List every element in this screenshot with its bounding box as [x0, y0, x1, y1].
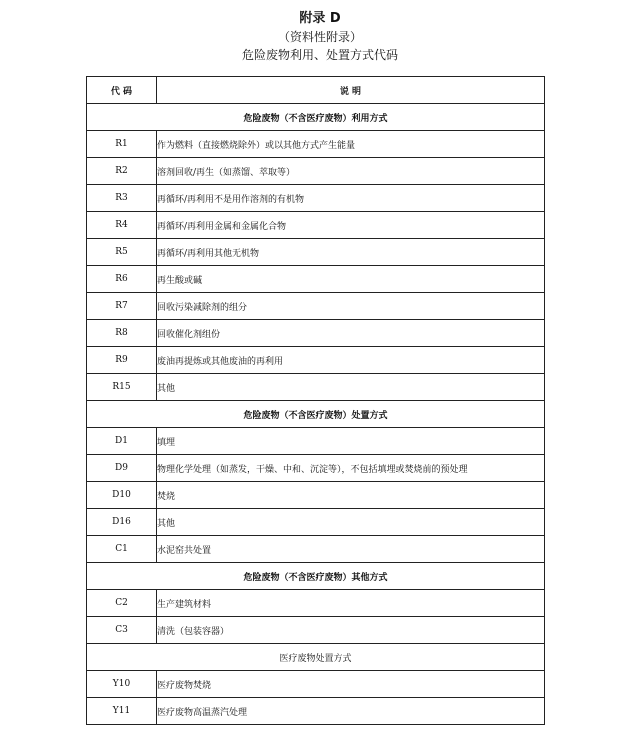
section-row: [87, 563, 545, 590]
table-row: [87, 212, 545, 239]
appendix-caption: 危险废物利用、处置方式代码: [241, 48, 398, 62]
appendix-subtitle: （资料性附录）: [277, 30, 362, 44]
table-row: [87, 509, 545, 536]
table-row: [87, 428, 545, 455]
table-row: [87, 293, 545, 320]
table-row: [87, 185, 545, 212]
description-cell: 焚烧: [157, 482, 545, 509]
appendix-title: 附录 D: [299, 11, 341, 26]
code-cell: C2: [87, 590, 157, 617]
section-row: [87, 401, 545, 428]
code-cell: R7: [87, 293, 157, 320]
table-row: [87, 320, 545, 347]
code-cell: R3: [87, 185, 157, 212]
description-cell: 作为燃料（直接燃烧除外）或以其他方式产生能量: [157, 131, 545, 158]
code-cell: R2: [87, 158, 157, 185]
description-cell: 其他: [157, 374, 545, 401]
code-cell: D9: [87, 455, 157, 482]
code-cell: Y10: [87, 671, 157, 698]
table-header-row: [87, 77, 545, 104]
code-cell: R5: [87, 239, 157, 266]
table-row: [87, 698, 545, 725]
description-cell: 再循环/再利用其他无机物: [157, 239, 545, 266]
section-title: 危险废物（不含医疗废物）处置方式: [87, 401, 545, 428]
section-row: [87, 644, 545, 671]
description-cell: 填埋: [157, 428, 545, 455]
table-row: [87, 158, 545, 185]
description-cell: 回收催化剂组份: [157, 320, 545, 347]
table-row: [87, 239, 545, 266]
code-table: [86, 76, 545, 725]
code-cell: D16: [87, 509, 157, 536]
table-row: [87, 590, 545, 617]
table-row: [87, 482, 545, 509]
description-cell: 回收污染减除剂的组分: [157, 293, 545, 320]
table-row: [87, 374, 545, 401]
code-cell: R1: [87, 131, 157, 158]
description-cell: 医疗废物焚烧: [157, 671, 545, 698]
table-row: [87, 455, 545, 482]
description-cell: 水泥窑共处置: [157, 536, 545, 563]
description-cell: 再生酸或碱: [157, 266, 545, 293]
table-row: [87, 617, 545, 644]
header-code: 代 码: [87, 77, 157, 104]
table-row: [87, 266, 545, 293]
code-cell: R6: [87, 266, 157, 293]
code-cell: R9: [87, 347, 157, 374]
code-cell: R4: [87, 212, 157, 239]
description-cell: 再循环/再利用金属和金属化合物: [157, 212, 545, 239]
table-row: [87, 536, 545, 563]
table-row: [87, 671, 545, 698]
code-cell: D1: [87, 428, 157, 455]
description-cell: 物理化学处理（如蒸发，干燥、中和、沉淀等），不包括填埋或焚烧前的预处理: [157, 455, 545, 482]
description-cell: 生产建筑材料: [157, 590, 545, 617]
code-cell: C3: [87, 617, 157, 644]
section-title: 危险废物（不含医疗废物）其他方式: [87, 563, 545, 590]
description-cell: 医疗废物高温蒸汽处理: [157, 698, 545, 725]
section-row: [87, 104, 545, 131]
description-cell: 再循环/再利用不是用作溶剂的有机物: [157, 185, 545, 212]
code-cell: C1: [87, 536, 157, 563]
code-cell: Y11: [87, 698, 157, 725]
header-description: 说 明: [157, 77, 545, 104]
table-row: [87, 347, 545, 374]
description-cell: 清洗（包装容器）: [157, 617, 545, 644]
description-cell: 其他: [157, 509, 545, 536]
code-cell: D10: [87, 482, 157, 509]
code-cell: R15: [87, 374, 157, 401]
section-title: 危险废物（不含医疗废物）利用方式: [87, 104, 545, 131]
description-cell: 废油再提炼或其他废油的再利用: [157, 347, 545, 374]
section-title: 医疗废物处置方式: [87, 644, 545, 671]
table-row: [87, 131, 545, 158]
code-cell: R8: [87, 320, 157, 347]
description-cell: 溶剂回收/再生（如蒸馏、萃取等）: [157, 158, 545, 185]
